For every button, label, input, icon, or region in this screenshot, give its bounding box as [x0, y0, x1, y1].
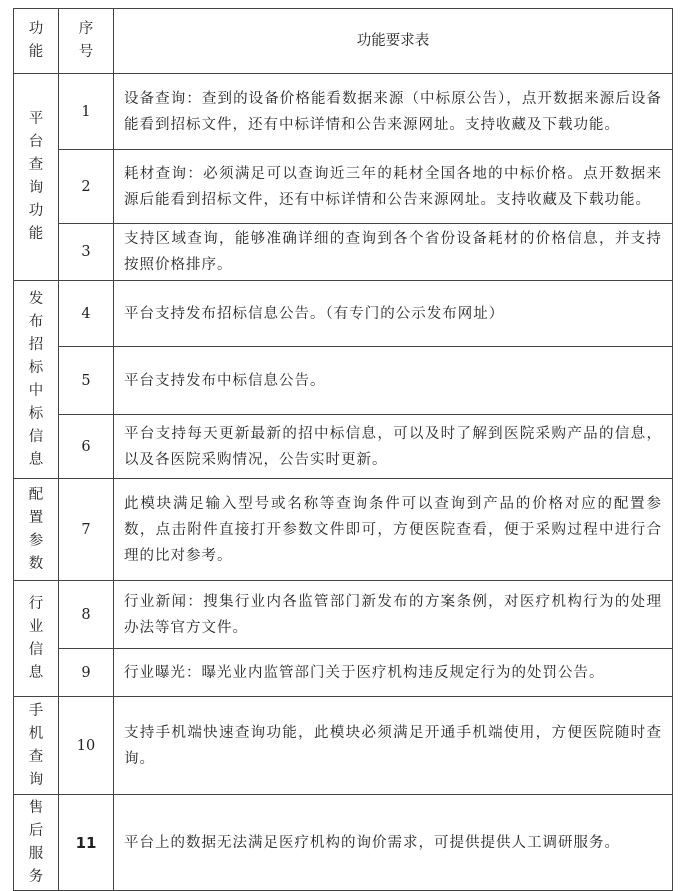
row-number: 4 [59, 281, 114, 347]
group-label [14, 795, 59, 891]
group-label [14, 74, 59, 281]
header-func [14, 9, 59, 74]
row-number: 9 [59, 649, 114, 697]
row-requirement: 耗材查询：必须满足可以查询近三年的耗材全国各地的中标价格。点开数据来源后能看到招标文件，还有中标详情和公告来源网址。支持收藏及下载功能。 [114, 150, 673, 224]
row-number: 2 [59, 150, 114, 224]
table-row [14, 415, 673, 479]
table-row [14, 649, 673, 697]
header-row [14, 9, 673, 74]
header-num [59, 9, 114, 74]
row-number: 10 [59, 697, 114, 795]
table-row [14, 281, 673, 347]
row-requirement: 设备查询：查到的设备价格能看数据来源（中标原公告），点开数据来源后设备能看到招标文件，还有中标详情和公告来源网址。支持收藏及下载功能。 [114, 74, 673, 150]
group-label [14, 581, 59, 697]
row-number: 3 [59, 224, 114, 281]
row-requirement: 平台支持发布招标信息公告。（有专门的公示发布网址） [114, 281, 673, 347]
group-label-text: 行 业 信 息 [28, 595, 44, 681]
row-requirement: 平台支持发布中标信息公告。 [114, 347, 673, 415]
row-requirement: 行业新闻：搜集行业内各监管部门新发布的方案条例，对医疗机构行为的处理办法等官方文件。 [114, 581, 673, 649]
row-number: 6 [59, 415, 114, 479]
row-requirement: 平台上的数据无法满足医疗机构的询价需求，可提供提供人工调研服务。 [114, 795, 673, 891]
row-number: 1 [59, 74, 114, 150]
table-row [14, 479, 673, 581]
table-row [14, 697, 673, 795]
group-label [14, 697, 59, 795]
requirements-table [13, 8, 673, 891]
group-label [14, 281, 59, 479]
row-number: 8 [59, 581, 114, 649]
row-number: 5 [59, 347, 114, 415]
row-requirement: 行业曝光：曝光业内监管部门关于医疗机构违反规定行为的处罚公告。 [114, 649, 673, 697]
group-label-text: 配 置 参 数 [28, 486, 44, 572]
row-requirement: 支持区域查询，能够准确详细的查询到各个省份设备耗材的价格信息，并支持按照价格排序。 [114, 224, 673, 281]
group-label-text: 手 机 查 询 [28, 702, 44, 788]
row-requirement: 支持手机端快速查询功能，此模块必须满足开通手机端使用，方便医院随时查询。 [114, 697, 673, 795]
table-row [14, 795, 673, 891]
row-requirement: 此模块满足输入型号或名称等查询条件可以查询到产品的价格对应的配置参数，点击附件直接打开参数文件即可，方便医院查看，便于采购过程中进行合理的比对参考。 [114, 479, 673, 581]
table-row [14, 581, 673, 649]
header-req-text: 功能要求表 [356, 33, 430, 49]
group-label-text: 发 布 招 标 中 标 信 息 [28, 290, 44, 468]
header-req [114, 9, 673, 74]
row-number: 11 [59, 795, 114, 891]
row-number: 7 [59, 479, 114, 581]
table-row [14, 224, 673, 281]
group-label [14, 479, 59, 581]
table-row [14, 74, 673, 150]
group-label-text: 平 台 查 询 功 能 [28, 111, 44, 242]
header-num-text: 序 号 [78, 21, 94, 60]
table-row [14, 347, 673, 415]
table-row [14, 150, 673, 224]
group-label-text: 售 后 服 务 [28, 799, 44, 885]
header-func-text: 功 能 [28, 21, 44, 60]
row-requirement: 平台支持每天更新最新的招中标信息，可以及时了解到医院采购产品的信息，以及各医院采购情况，公告实时更新。 [114, 415, 673, 479]
